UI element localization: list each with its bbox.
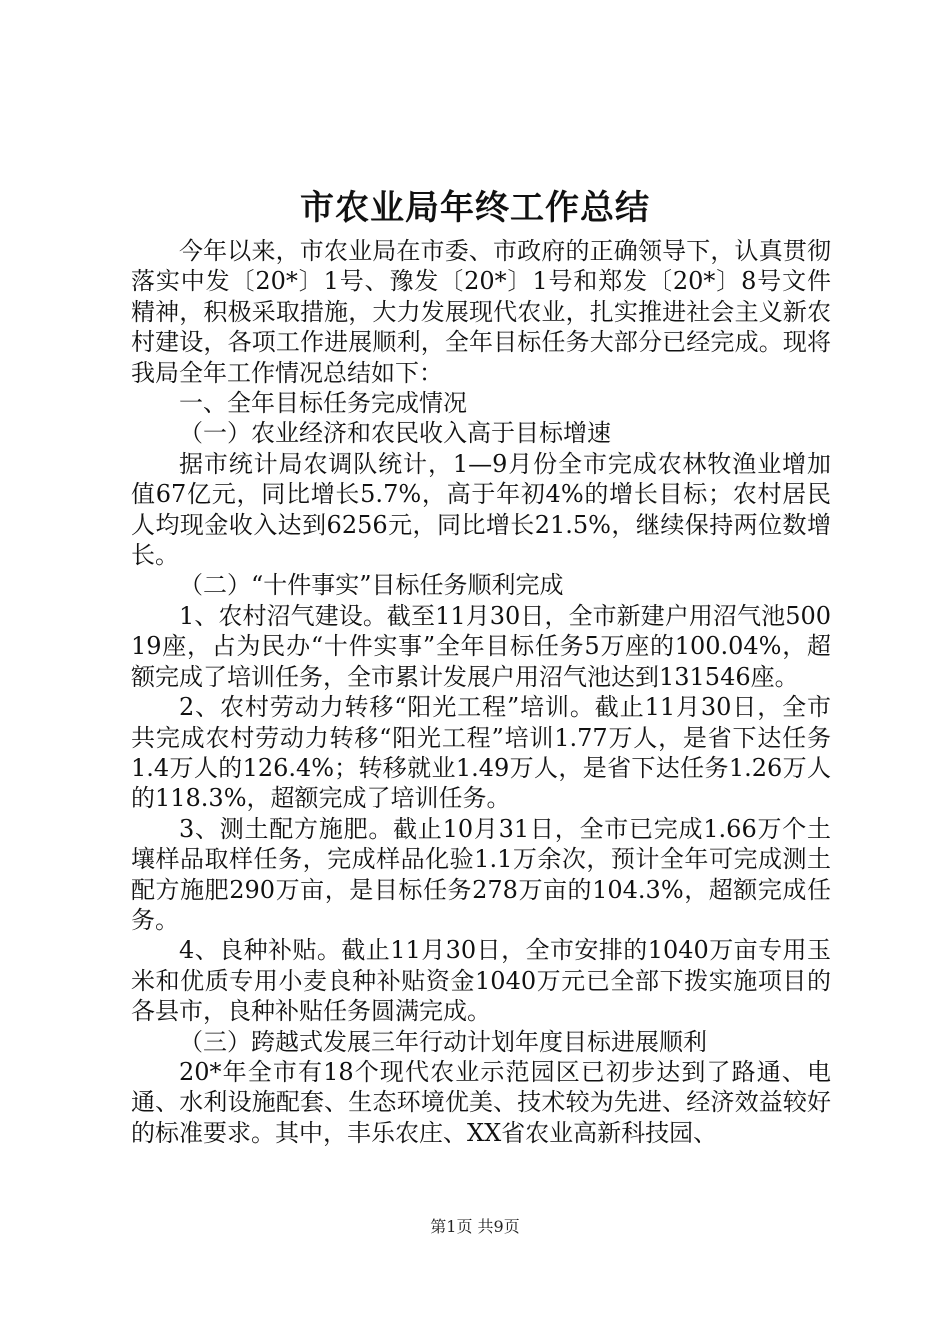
subsection-heading-2: （二）“十件事实”目标任务顺利完成 [179,571,564,600]
paragraph-seed-subsidy: 4、良种补贴。截止11月30日，全市安排的1040万亩专用玉米和优质专用小麦良种补贴资金1040万元已全部下拨实施项目的各县市，良种补贴任务圆满完成。 [131,936,831,1026]
document-body [131,236,831,1148]
paragraph-sunshine-project: 2、农村劳动力转移“阳光工程”培训。截止11月30日，全市共完成农村劳动力转移“阳光工程”培训1.77万人，是省下达任务1.4万人的126.4%；转移就业1.49万人，是省下达任务1.26万人的118.3%，超额完成了培训任务。 [131,693,831,813]
paragraph-income: 据市统计局农调队统计，1—9月份全市完成农林牧渔业增加值67亿元，同比增长5.7%，高于年初4%的增长目标；农村居民人均现金收入达到6256元，同比增长21.5%，继续保持两位数增长。 [131,449,831,570]
paragraph-demo-parks: 20*年全市有18个现代农业示范园区已初步达到了路通、电通、水利设施配套、生态环境优美、技术较为先进、经济效益较好的标准要求。其中，丰乐农庄、XX省农业高新科技园、 [131,1057,831,1147]
subsection-heading-3: （三）跨越式发展三年行动计划年度目标进展顺利 [179,1027,707,1056]
document-title: 市农业局年终工作总结 [300,188,650,228]
subsection-heading-1: （一）农业经济和农民收入高于目标增速 [179,419,611,448]
paragraph-soil-testing: 3、测土配方施肥。截止10月31日，全市已完成1.66万个土壤样品取样任务，完成样品化验1.1万余次，预计全年可完成测土配方施肥290万亩，是目标任务278万亩的104.3%，超额完成任务。 [131,814,831,934]
page-number-footer: 第1页 共9页 [430,1217,520,1236]
section-heading-1: 一、全年目标任务完成情况 [179,389,467,418]
paragraph-biogas: 1、农村沼气建设。截至11月30日，全市新建户用沼气池50019座，占为民办“十件实事”全年目标任务5万座的100.04%，超额完成了培训任务，全市累计发展户用沼气池达到131546座。 [131,601,831,691]
intro-paragraph: 今年以来，市农业局在市委、市政府的正确领导下，认真贯彻落实中发〔20*〕1号、豫发〔20*〕1号和郑发〔20*〕8号文件精神，积极采取措施，大力发展现代农业，扎实推进社会主义新农村建设，各项工作进展顺利，全年目标任务大部分已经完成。现将我局全年工作情况总结如下： [131,237,831,387]
